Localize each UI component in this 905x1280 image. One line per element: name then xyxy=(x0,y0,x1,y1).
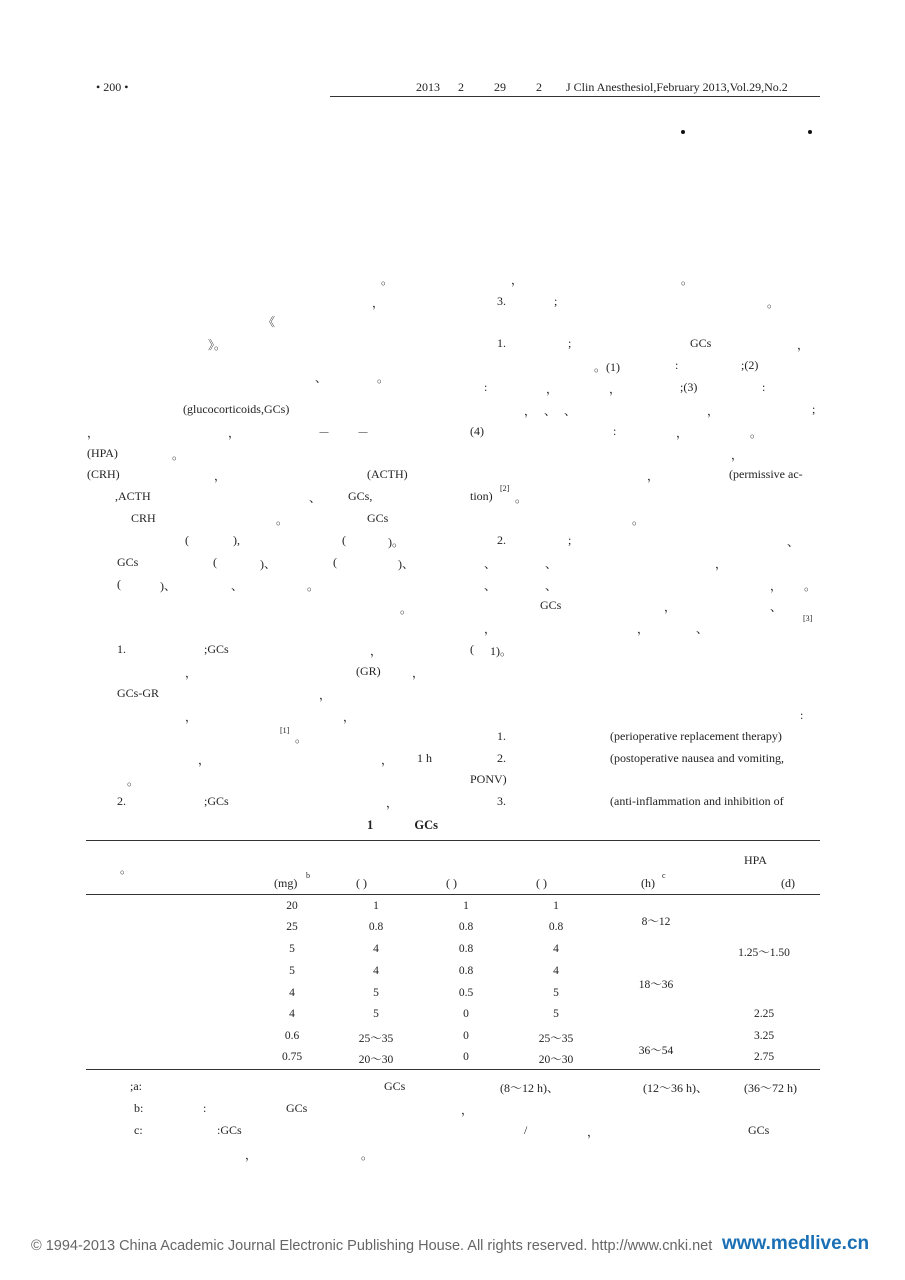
text-fragment: 。 xyxy=(307,579,320,593)
header-rule xyxy=(330,96,820,97)
text-fragment: 。 xyxy=(377,371,390,385)
text-fragment: ， xyxy=(372,296,385,310)
table-note-fragment: :GCs xyxy=(217,1123,242,1137)
text-fragment: ( xyxy=(213,555,217,569)
text-fragment: )。 xyxy=(388,535,404,549)
text-fragment: (ACTH) xyxy=(367,467,408,481)
table-cell-potency_a: 0.8 xyxy=(368,921,384,933)
text-fragment: ; xyxy=(568,336,572,350)
table-bottom-rule xyxy=(86,1069,820,1070)
text-fragment: 、 xyxy=(545,557,558,571)
table-note-fragment: ， xyxy=(587,1125,600,1139)
text-fragment: 。 xyxy=(632,513,645,527)
text-fragment: 3. xyxy=(497,294,506,308)
table-note-fragment: b: xyxy=(134,1101,144,1115)
table-top-rule xyxy=(86,840,820,841)
text-fragment: ， xyxy=(637,622,650,636)
text-fragment: ， xyxy=(185,666,198,680)
table-header-cell: 。 xyxy=(120,862,133,876)
text-fragment: ), xyxy=(233,533,240,547)
text-fragment: ， xyxy=(412,666,425,680)
section-bullet-right xyxy=(808,130,812,134)
text-fragment: ( xyxy=(470,642,474,656)
text-fragment: ， xyxy=(511,273,524,287)
text-fragment: 、 xyxy=(484,579,497,593)
text-fragment: ， xyxy=(707,404,720,418)
table-cell-potency_b: 0.5 xyxy=(458,987,474,999)
table-cell-dose: 4 xyxy=(289,1008,295,1020)
text-fragment: 。(1) xyxy=(594,360,620,374)
text-fragment: 、 xyxy=(564,404,577,418)
table-cell-half-life: 18～36 xyxy=(638,979,674,991)
text-fragment: ( xyxy=(333,555,337,569)
table-cell-potency_b: 0 xyxy=(463,1030,469,1042)
text-fragment: 1)。 xyxy=(490,644,512,658)
table-cell-dose: 0.6 xyxy=(284,1030,300,1042)
header-volume: 29 xyxy=(494,80,506,94)
text-fragment: 、 xyxy=(544,404,557,418)
text-fragment: tion) xyxy=(470,489,493,503)
table-cell-potency_a: 4 xyxy=(373,943,379,955)
table-cell-potency_b: 0 xyxy=(463,1051,469,1063)
text-fragment: 1. xyxy=(117,642,126,656)
table-cell-dose: 5 xyxy=(289,943,295,955)
text-fragment: ， xyxy=(319,688,332,702)
table-note-fragment: GCs xyxy=(384,1079,406,1093)
text-fragment: ， xyxy=(198,753,211,767)
journal-citation: J Clin Anesthesiol,February 2013,Vol.29,No.2 xyxy=(566,80,788,94)
text-fragment: ; xyxy=(568,533,572,547)
table-cell-potency_a: 1 xyxy=(373,900,379,912)
text-fragment: 。 xyxy=(400,602,413,616)
text-fragment: ， xyxy=(664,600,677,614)
header-issue: 2 xyxy=(536,80,542,94)
table-cell-potency_c: 4 xyxy=(553,943,559,955)
table-note-fragment: GCs xyxy=(286,1101,308,1115)
table-cell-potency_a: 5 xyxy=(373,1008,379,1020)
text-fragment: )、 xyxy=(260,557,276,571)
table-cell-dose: 25 xyxy=(286,921,298,933)
page-number: • 200 • xyxy=(96,80,129,94)
text-fragment: ， xyxy=(228,426,241,440)
text-fragment: ， xyxy=(343,710,356,724)
table-header-cell: HPA xyxy=(744,853,767,867)
table-cell-potency_c: 4 xyxy=(553,965,559,977)
citation-ref: c xyxy=(662,871,666,880)
table-cell-potency_b: 0.8 xyxy=(458,921,474,933)
text-fragment: 、 xyxy=(696,622,709,636)
table-header-cell: ( ) xyxy=(446,876,457,890)
text-fragment: 、 xyxy=(231,579,244,593)
text-fragment: ; xyxy=(812,402,816,416)
text-fragment: : xyxy=(613,424,617,438)
text-fragment: ， xyxy=(185,710,198,724)
text-fragment: 1. xyxy=(497,729,506,743)
text-fragment: ， xyxy=(676,426,689,440)
text-fragment: ;GCs xyxy=(204,642,229,656)
table-note-fragment: / xyxy=(524,1123,528,1137)
table-cell-potency_b: 0.8 xyxy=(458,965,474,977)
table-header-cell: (mg) xyxy=(274,876,298,890)
text-fragment: : xyxy=(484,380,488,394)
text-fragment: ,ACTH xyxy=(115,489,151,503)
text-fragment: )、 xyxy=(398,557,414,571)
table-header-cell: (h) xyxy=(641,876,655,890)
text-fragment: ， xyxy=(381,753,394,767)
table-cell-hpa-days: 2.25 xyxy=(753,1008,775,1020)
table-cell-hpa-days: 3.25 xyxy=(753,1030,775,1042)
text-fragment: 、 xyxy=(545,579,558,593)
table-note-fragment: (12～36 h)、 xyxy=(643,1081,708,1095)
text-fragment: GCs xyxy=(540,598,562,612)
text-fragment: (postoperative nausea and vomiting, xyxy=(610,751,784,765)
text-fragment: : xyxy=(675,358,679,372)
section-bullet-left xyxy=(681,130,685,134)
text-fragment: GCs xyxy=(117,555,139,569)
text-fragment: ， xyxy=(386,796,399,810)
citation-ref: [3] xyxy=(803,614,813,623)
text-fragment: 1. xyxy=(497,336,506,350)
text-fragment: : xyxy=(762,380,766,394)
table-header-cell: ( ) xyxy=(356,876,367,890)
table-cell-half-life: 8～12 xyxy=(641,916,671,928)
text-fragment: : xyxy=(800,708,804,722)
text-fragment: (glucocorticoids,GCs) xyxy=(183,402,290,416)
text-fragment: ， xyxy=(609,382,622,396)
table-cell-hpa-days: 1.25～1.50 xyxy=(738,947,790,959)
text-fragment: (GR) xyxy=(356,664,381,678)
text-fragment: (4) xyxy=(470,424,484,438)
table-cell-potency_c: 5 xyxy=(553,1008,559,1020)
table-header-rule xyxy=(86,894,820,895)
table-cell-potency_a: 4 xyxy=(373,965,379,977)
table-note-fragment: 。 xyxy=(361,1148,374,1162)
table-title-abbr: GCs xyxy=(414,818,438,832)
text-fragment: ， xyxy=(715,557,728,571)
text-fragment: GCs xyxy=(367,511,389,525)
text-fragment: (CRH) xyxy=(87,467,120,481)
table-cell-hpa-days: 2.75 xyxy=(753,1051,775,1063)
table-note-fragment: ， xyxy=(461,1103,474,1117)
header-month: 2 xyxy=(458,80,464,94)
table-note-fragment: (36～72 h) xyxy=(744,1081,797,1095)
table-cell-potency_b: 0.8 xyxy=(458,943,474,955)
table-cell-dose: 20 xyxy=(286,900,298,912)
text-fragment: ， xyxy=(87,426,100,440)
text-fragment: 2. xyxy=(497,533,506,547)
text-fragment: PONV) xyxy=(470,772,507,786)
medlive-watermark: www.medlive.cn xyxy=(722,1233,870,1254)
text-fragment: ; xyxy=(554,294,558,308)
text-fragment: (permissive ac- xyxy=(729,467,803,481)
table-cell-half-life: 36～54 xyxy=(638,1045,674,1057)
text-fragment: ;(2) xyxy=(741,358,759,372)
text-fragment: 。 xyxy=(276,513,289,527)
header-year: 2013 xyxy=(416,80,440,94)
text-fragment: ， xyxy=(546,382,559,396)
text-fragment: GCs-GR xyxy=(117,686,160,700)
table-header-cell: (d) xyxy=(781,876,795,890)
text-fragment: 。 xyxy=(295,731,308,745)
table-note-fragment: c: xyxy=(134,1123,143,1137)
copyright-notice: © 1994-2013 China Academic Journal Electronic Publishing House. All rights reserved. http://www.cnki.net xyxy=(31,1238,713,1254)
text-fragment: ;(3) xyxy=(680,380,698,394)
table-cell-potency_c: 25～35 xyxy=(538,1033,574,1045)
text-fragment: (anti-inflammation and inhibition of xyxy=(610,794,784,808)
text-fragment: 《 xyxy=(263,315,276,329)
text-fragment: ( xyxy=(117,577,121,591)
citation-ref: b xyxy=(306,871,310,880)
text-fragment: 、 xyxy=(484,557,497,571)
text-fragment: GCs, xyxy=(348,489,373,503)
text-fragment: ， xyxy=(484,622,497,636)
text-fragment: GCs xyxy=(690,336,712,350)
text-fragment: 。 xyxy=(750,426,763,440)
text-fragment: 。 xyxy=(172,448,185,462)
table-note-fragment: : xyxy=(203,1101,207,1115)
text-fragment: 。 xyxy=(515,491,528,505)
table-note-fragment: (8～12 h)、 xyxy=(500,1081,559,1095)
text-fragment: ;GCs xyxy=(204,794,229,808)
text-fragment: 。 xyxy=(767,296,780,310)
text-fragment: (HPA) xyxy=(87,446,118,460)
table-cell-potency_c: 20～30 xyxy=(538,1054,574,1066)
table-cell-potency_c: 1 xyxy=(553,900,559,912)
text-fragment: 1 h xyxy=(417,751,432,765)
table-cell-potency_c: 5 xyxy=(553,987,559,999)
table-title-number: 1 xyxy=(367,818,374,832)
text-fragment: － xyxy=(318,426,331,440)
table-cell-dose: 4 xyxy=(289,987,295,999)
table-note-fragment: ， xyxy=(245,1148,258,1162)
text-fragment: 、 xyxy=(787,535,800,549)
table-cell-potency_a: 25～35 xyxy=(358,1033,394,1045)
text-fragment: 。 xyxy=(127,774,140,788)
text-fragment: ( xyxy=(342,533,346,547)
text-fragment: 。 xyxy=(681,273,694,287)
text-fragment: － xyxy=(357,426,370,440)
text-fragment: 》。 xyxy=(208,338,227,352)
table-cell-potency_b: 1 xyxy=(463,900,469,912)
text-fragment: 2. xyxy=(497,751,506,765)
citation-ref: [1] xyxy=(280,726,290,735)
text-fragment: ， xyxy=(797,338,810,352)
table-cell-potency_a: 20～30 xyxy=(358,1054,394,1066)
text-fragment: ， xyxy=(370,644,383,658)
text-fragment: ( xyxy=(185,533,189,547)
text-fragment: ， xyxy=(731,448,744,462)
table-cell-potency_a: 5 xyxy=(373,987,379,999)
text-fragment: ， xyxy=(647,469,660,483)
text-fragment: 2. xyxy=(117,794,126,808)
table-note-fragment: GCs xyxy=(748,1123,770,1137)
text-fragment: 、 xyxy=(770,600,783,614)
text-fragment: 。 xyxy=(381,273,394,287)
text-fragment: 3. xyxy=(497,794,506,808)
text-fragment: ， xyxy=(214,469,227,483)
text-fragment: ， xyxy=(770,579,783,593)
text-fragment: 、 xyxy=(309,491,322,505)
text-fragment: (perioperative replacement therapy) xyxy=(610,729,782,743)
table-header-cell: ( ) xyxy=(536,876,547,890)
text-fragment: 、 xyxy=(315,371,328,385)
table-title xyxy=(367,818,438,833)
table-cell-potency_b: 0 xyxy=(463,1008,469,1020)
table-cell-dose: 0.75 xyxy=(281,1051,303,1063)
table-cell-dose: 5 xyxy=(289,965,295,977)
text-fragment: )、 xyxy=(160,579,176,593)
table-note-fragment: ;a: xyxy=(130,1079,142,1093)
text-fragment: ， xyxy=(524,404,537,418)
table-cell-potency_c: 0.8 xyxy=(548,921,564,933)
text-fragment: CRH xyxy=(131,511,156,525)
citation-ref: [2] xyxy=(500,484,510,493)
text-fragment: 。 xyxy=(804,579,817,593)
